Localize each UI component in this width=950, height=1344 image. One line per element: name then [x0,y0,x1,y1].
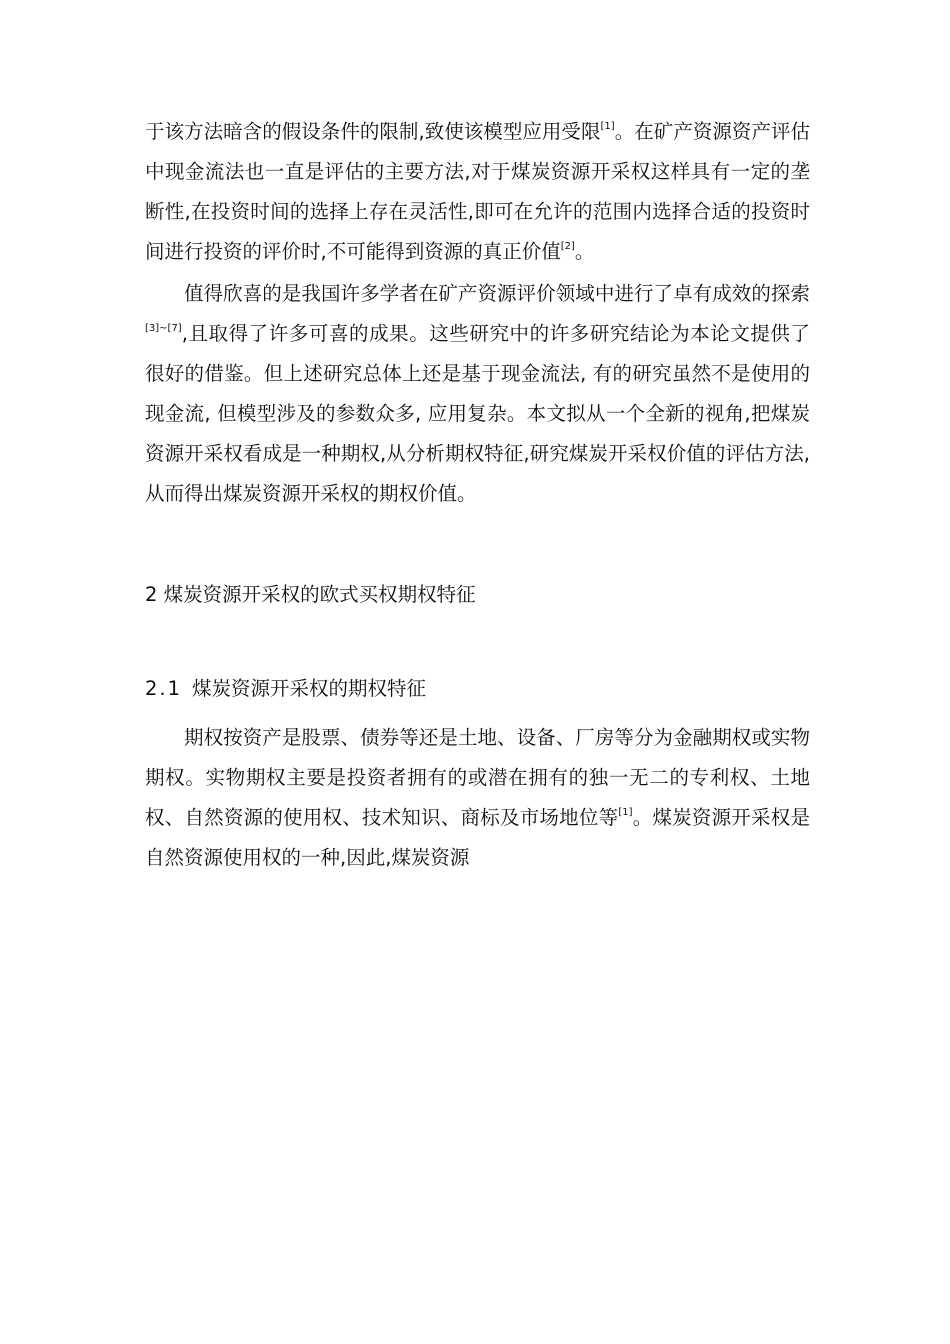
citation-ref: [3]~[7] [145,323,182,334]
document-body [145,112,810,878]
paragraph-text: 于该方法暗含的假设条件的限制,致使该模型应用受限 [145,120,601,143]
paragraph-domestic-research [145,274,810,514]
paragraph-text: 。 [574,240,595,263]
section-heading-2-1 [145,674,810,704]
paragraph-text: ,且取得了许多可喜的成果。这些研究中的许多研究结论为本论文提供了很好的借鉴。但上述研究总体上还是基于现金流法, 有的研究虽然不是使用的现金流, 但模型涉及的参数众多, 应用复杂。本文拟从一个全新的视角,把煤炭资源开采权看成是一种期权,从分析期权特征,研究煤炭开采权价值的评估方法,从而得出煤炭资源开采权的期权价值。 [145,322,810,505]
paragraph-model-limitation [145,112,810,272]
section-number: 2.1 [145,677,183,700]
section-title: 煤炭资源开采权的期权特征 [192,677,427,700]
section-heading-2: 2 煤炭资源开采权的欧式买权期权特征 [145,583,476,606]
paragraph-text: 。煤炭资源开采权是自然资源使用权的一种,因此,煤炭资源 [145,806,810,869]
paragraph-text: 。在矿产资源资产评估中现金流法也一直是评估的主要方法,对于煤炭资源开采权这样具有一定的垄断性,在投资时间的选择上存在灵活性,即可在允许的范围内选择合适的投资时间进行投资的评价时,不可能得到资源的真正价值 [145,120,810,263]
paragraph-text: 值得欣喜的是我国许多学者在矿产资源评价领域中进行了卓有成效的探索 [184,282,810,305]
paragraph-option-types [145,718,810,878]
citation-ref: [1] [618,807,633,818]
citation-ref: [1] [600,121,615,132]
paragraph-text: 期权按资产是股票、债券等还是土地、设备、厂房等分为金融期权或实物期权。实物期权主要是投资者拥有的或潜在拥有的独一无二的专利权、土地权、自然资源的使用权、技术知识、商标及市场地位等 [145,726,810,829]
citation-ref: [2] [560,241,575,252]
